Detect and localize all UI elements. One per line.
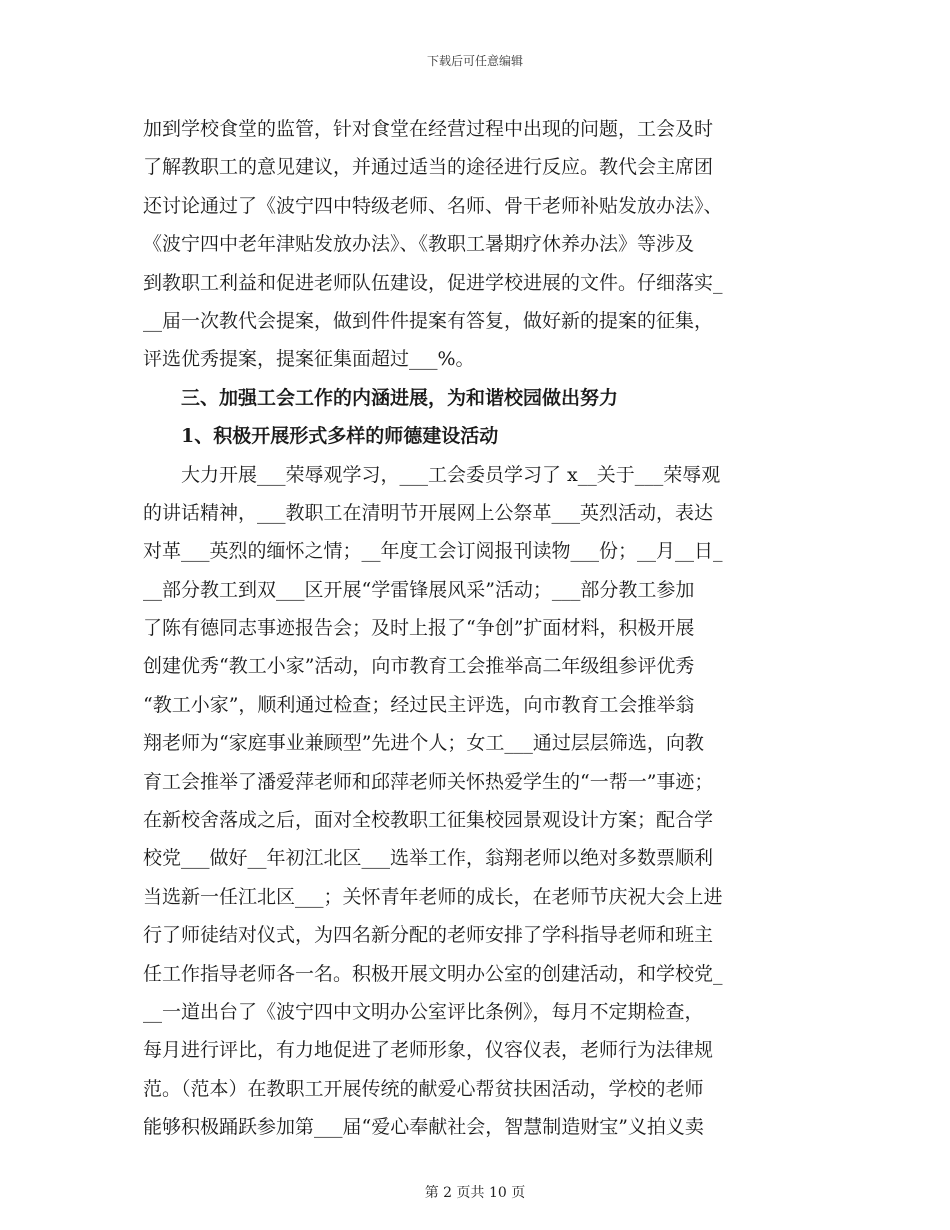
paragraph-line: 到教职工利益和促进老师队伍建设，促进学校进展的文件。仔细落实_ bbox=[143, 271, 723, 294]
paragraph-line: 任工作指导老师各一名。积极开展文明办公室的创建活动，和学校党_ bbox=[143, 962, 723, 985]
paragraph-line: 范。（范本）在教职工开展传统的献爱心帮贫扶困活动，学校的老师 bbox=[143, 1077, 704, 1100]
paragraph-line: 创建优秀“教工小家”活动，向市教育工会推举高二年级组参评优秀 bbox=[143, 655, 695, 678]
paragraph-line: 评选优秀提案，提案征集面超过___%。 bbox=[143, 348, 475, 371]
paragraph-line: 《波宁四中老年津贴发放办法》、《教职工暑期疗休养办法》等涉及 bbox=[143, 233, 695, 256]
page-number-footer: 第 2 页共 10 页 bbox=[424, 1185, 526, 1201]
paragraph-line: 了解教职工的意见建议，并通过适当的途径进行反应。教代会主席团 bbox=[143, 156, 714, 179]
section-heading: 三、加强工会工作的内涵进展，为和谐校园做出努力 bbox=[181, 386, 619, 409]
subsection-heading: 1、积极开展形式多样的师德建设活动 bbox=[181, 425, 499, 448]
paragraph-line: “教工小家”，顺利通过检查；经过民主评选，向市教育工会推举翁 bbox=[143, 693, 695, 716]
paragraph-line: 育工会推举了潘爱萍老师和邱萍老师关怀热爱学生的“一帮一”事迹； bbox=[143, 770, 714, 793]
document-body bbox=[143, 110, 808, 1147]
page-header-note: 下载后可任意编辑 bbox=[426, 54, 523, 68]
paragraph-line: __届一次教代会提案，做到件件提案有答复，做好新的提案的征集， bbox=[143, 309, 714, 332]
paragraph-line: 加到学校食堂的监管，针对食堂在经营过程中出现的问题，工会及时 bbox=[143, 118, 714, 140]
paragraph-line: 行了师徒结对仪式，为四名新分配的老师安排了学科指导老师和班主 bbox=[143, 924, 714, 947]
paragraph-line: __部分教工到双___区开展“学雷锋展风采”活动；___部分教工参加 bbox=[143, 578, 695, 601]
paragraph-line: 大力开展___荣辱观学习，___工会委员学习了 x__关于___荣辱观 bbox=[181, 463, 721, 486]
paragraph-line: 每月进行评比，有力地促进了老师形象，仪容仪表，老师行为法律规 bbox=[143, 1039, 714, 1062]
paragraph-line: 当选新一任江北区___；关怀青年老师的成长，在老师节庆祝大会上进 bbox=[143, 885, 723, 908]
paragraph-line: 在新校舍落成之后，面对全校教职工征集校园景观设计方案；配合学 bbox=[143, 809, 714, 832]
paragraph-line: 能够积极踊跃参加第___届“爱心奉献社会，智慧制造财宝”义拍义卖 bbox=[143, 1116, 704, 1139]
paragraph-line: 的讲话精神，___教职工在清明节开展网上公祭革___英烈活动，表达 bbox=[143, 501, 714, 524]
paragraph-line: 对革___英烈的缅怀之情；__年度工会订阅报刊读物___份；__月__日_ bbox=[143, 540, 723, 563]
paragraph-line: __一道出台了《波宁四中文明办公室评比条例》，每月不定期检查， bbox=[143, 1000, 704, 1023]
paragraph-line: 了陈有德同志事迹报告会；及时上报了“争创”扩面材料，积极开展 bbox=[143, 617, 695, 640]
paragraph-line: 校党___做好__年初江北区___选举工作，翁翔老师以绝对多数票顺利 bbox=[143, 847, 714, 870]
paragraph-line: 翔老师为“家庭事业兼顾型”先进个人；女工___通过层层筛选，向教 bbox=[143, 732, 704, 755]
paragraph-line: 还讨论通过了《波宁四中特级老师、名师、骨干老师补贴发放办法》、 bbox=[143, 194, 723, 217]
